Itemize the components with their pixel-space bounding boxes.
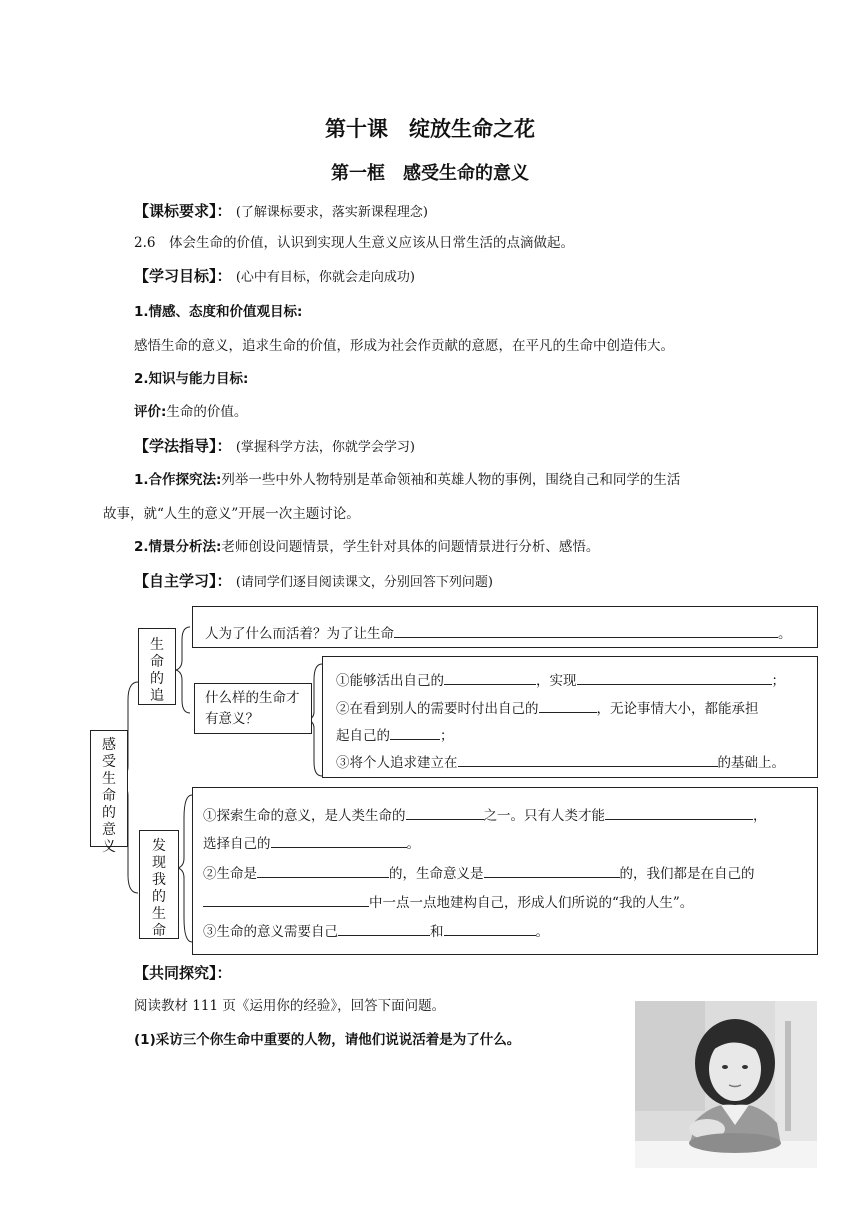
answer-2-blank-2[interactable] [390,724,440,740]
curriculum-header: 【课标要求】： [134,202,232,220]
student-photo-illustration [635,1001,817,1168]
page-subtitle: 第一框 感受生命的意义 [331,163,529,184]
diagram-branch-2-box [139,830,179,939]
discover-3-text-b: 和 [430,924,444,940]
methods-note: (掌握科学方法，你就学会学习) [235,440,415,455]
goals-header: 【学习目标】： [134,267,232,285]
question-1-end: 。 [778,626,792,642]
discover-2-text-b: 的，生命意义是 [389,866,484,882]
answer-2-line-cont [336,724,454,746]
question-1-text: 人为了什么而活着？为了让生命 [205,626,394,642]
diagram-root-label: 感受生命的意义 [102,737,116,855]
discover-2-blank-1[interactable] [257,862,389,878]
goal-1-title: 1.情感、态度和价值观目标: [134,304,303,320]
discover-3-blank-2[interactable] [444,920,536,936]
answer-1-text: ①能够活出自己的 [336,673,444,689]
question-2-box [194,683,312,734]
method-1-text: 列举一些中外人物特别是革命领袖和英雄人物的事例，围绕自己和同学的生活 [221,472,681,488]
answer-2-text: ②在看到别人的需要时付出自己的 [336,701,539,717]
answer-1-blank-1[interactable] [444,669,536,685]
discover-3-end: 。 [535,924,549,940]
discover-2-line [203,862,755,884]
discover-1-text-d: 选择自己的 [203,836,271,852]
question-1-blank[interactable] [394,622,778,638]
discover-2-line-cont [203,891,693,913]
discover-3-blank-1[interactable] [338,920,430,936]
diagram-branch-2-label: 发现我的生命 [152,838,166,939]
discover-1-text: ①探索生命的意义，是人类生命的 [203,808,406,824]
answer-3-text: ③将个人追求建立在 [336,755,458,771]
student-photo [635,1001,817,1168]
answer-2-blank-1[interactable] [539,697,597,713]
goal-2-text: 生命的价值。 [166,404,248,420]
goal-1-text: 感悟生命的意义，追求生命的价值，形成为社会作贡献的意愿，在平凡的生命中创造伟大。 [134,338,674,354]
discover-1-blank-2[interactable] [605,804,753,820]
page-title: 第十课 绽放生命之花 [325,117,535,141]
answer-3-line [336,751,785,773]
discover-1-text-b: 之一。只有人类才能 [483,808,605,824]
discover-1-blank-3[interactable] [271,832,407,848]
discover-2-blank-3[interactable] [203,891,369,907]
answer-1-line [336,669,785,691]
diagram-branch-1-label: 生命的追 [150,637,164,704]
self-study-header: 【自主学习】： [134,572,232,590]
explore-header: 【共同探究】： [134,964,232,982]
explore-section [134,963,232,984]
question-1-line [205,622,792,644]
question-1-box [192,606,818,648]
answer-2-text-c: 起自己的 [336,728,390,744]
discover-box [192,787,818,955]
self-study-note: (请同学们逐目阅读课文，分别回答下列问题) [235,575,493,590]
explore-question-1: (1)采访三个你生命中重要的人物，请他们说说活着是为了什么。 [134,1032,521,1048]
curriculum-item: 2.6 体会生命的价值，认识到实现人生意义应该从日常生活的点滴做起。 [134,235,574,251]
goals-note: (心中有目标，你就会走向成功) [235,270,415,285]
diagram-root-box [90,730,128,855]
answers-box [322,656,818,778]
method-2-label: 2.情景分析法: [134,539,222,555]
question-2-text: 什么样的生命才有意义？ [205,690,300,727]
answer-1-end: ； [771,673,785,689]
answer-2-text-b: ，无论事情大小，都能承担 [596,701,759,717]
discover-2-blank-2[interactable] [484,862,620,878]
methods-header: 【学法指导】： [134,437,232,455]
curriculum-note: (了解课标要求，落实新课程理念) [235,205,428,220]
discover-3-line [203,920,549,942]
method-1-text-cont: 故事，就“人生的意义”开展一次主题讨论。 [103,506,360,522]
answer-2-end: ； [440,728,454,744]
discover-2-text-c: 的，我们都是在自己的 [619,866,755,882]
discover-2-text-d: 中一点一点地建构自己，形成人们所说的“我的人生”。 [369,895,694,911]
answer-2-line [336,697,759,719]
goal-2-title: 2.知识与能力目标: [134,371,249,387]
answer-1-blank-2[interactable] [577,669,772,685]
discover-2-text: ②生命是 [203,866,257,882]
method-2-text: 老师创设问题情景，学生针对具体的问题情景进行分析、感悟。 [221,539,600,555]
discover-1-line-cont [203,832,420,854]
discover-1-line [203,804,767,826]
diagram-branch-1-box [138,628,176,705]
discover-1-end: 。 [406,836,420,852]
answer-3-blank[interactable] [458,751,718,767]
answer-3-end: 的基础上。 [717,755,785,771]
discover-1-comma: ， [753,808,767,824]
discover-1-blank-1[interactable] [406,804,484,820]
method-1-label: 1.合作探究法: [134,472,222,488]
discover-3-text: ③生命的意义需要自己 [203,924,338,940]
answer-1-text-b: ，实现 [536,673,577,689]
explore-intro: 阅读教材 111 页《运用你的经验》，回答下面问题。 [134,998,446,1014]
goal-2-label: 评价: [134,404,167,420]
